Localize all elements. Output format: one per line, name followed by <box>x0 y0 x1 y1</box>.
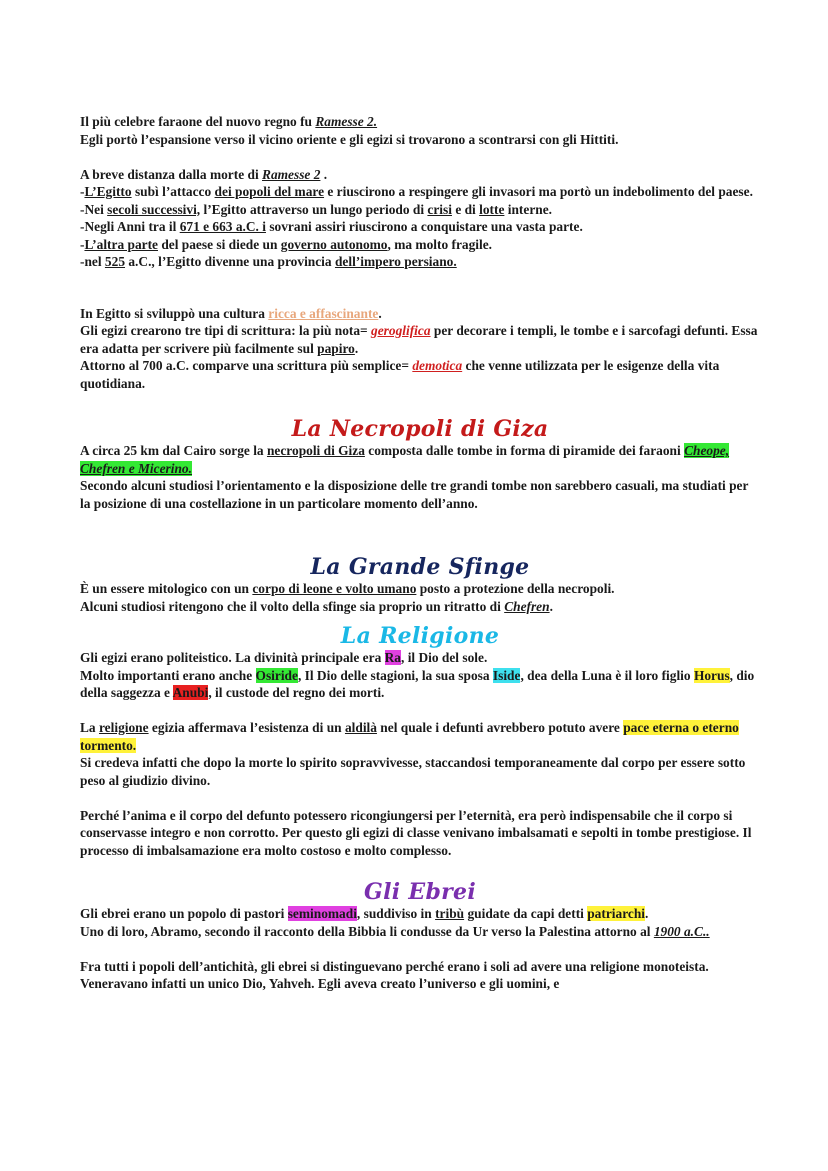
text: , ma molto fragile. <box>387 236 493 252</box>
text: , dio della saggezza e <box>80 667 755 700</box>
text: Secondo alcuni studiosi l’orientamento e la disposizione delle tre grandi tombe non sarebbero casuali, ma studiati per la posizione di una costellazione in un particolare momento dell’anno. <box>80 478 749 511</box>
underlined-term: dei popoli del mare <box>214 184 325 199</box>
text: , il custode del regno dei morti. <box>208 685 385 700</box>
text: , Il Dio delle stagioni, la sua sposa <box>297 667 493 683</box>
text: Molto importanti erano anche <box>80 667 256 683</box>
sfinge-heading: La Grande Sfinge <box>310 554 530 580</box>
iside-highlight: Iside <box>492 667 521 683</box>
text: Gli egizi crearono tre tipi di scrittura: la più nota= <box>80 323 372 338</box>
text: egizia affermava l’esistenza di un <box>148 720 345 735</box>
ebrei-paragraph-1 <box>80 905 760 940</box>
religione-paragraph-2 <box>80 719 760 789</box>
underlined-term: papiro <box>317 340 355 356</box>
ramesse-name: Ramesse 2 <box>262 166 321 182</box>
culture-paragraph <box>80 305 760 393</box>
text: - <box>80 184 85 199</box>
text: . <box>549 598 553 614</box>
text: sovrani assiri riuscirono a conquistare una vasta parte. <box>265 219 583 234</box>
text: per decorare i templi, le tombe e i sarcofagi defunti. Essa era adatta per scrivere più facilmente sul <box>80 323 758 356</box>
underlined-term: tribù <box>435 906 465 921</box>
text: posto a protezione della necropoli. <box>416 581 615 596</box>
text: nel quale i defunti avrebbero potuto avere <box>376 720 624 735</box>
text: e di <box>451 201 480 217</box>
pace-highlight: pace eterna o eterno tormento. <box>80 720 739 753</box>
ramesse-name: Ramesse 2. <box>315 114 378 129</box>
underlined-term: lotte <box>479 201 505 217</box>
text: Perché l’anima e il corpo del defunto potessero ricongiungersi per l’eternità, era però indispensabile che il corpo si conservasse integro e non corrotto. Per questo gli egizi di classe venivano imbalsamati e sepolti in tombe prestigiose. Il processo di imbalsamazione era molto costoso e molto complesso. <box>80 807 752 858</box>
text: . <box>378 305 382 321</box>
ebrei-heading: Gli Ebrei <box>364 879 476 905</box>
ebrei-paragraph-2 <box>80 958 760 993</box>
underlined-term: L’altra parte <box>84 236 158 252</box>
underlined-term: L’Egitto <box>84 184 132 199</box>
text: , suddiviso in <box>356 906 436 921</box>
text: subì l’attacco <box>131 184 215 199</box>
geroglifica-term: geroglifica <box>371 323 431 338</box>
underlined-term: governo autonomo <box>280 236 388 252</box>
religione-heading: La Religione <box>340 623 500 649</box>
underlined-term: dell’impero persiano. <box>334 254 457 269</box>
religione-paragraph-3 <box>80 807 760 860</box>
underlined-term: crisi <box>427 201 452 217</box>
underlined-term: 525 <box>104 254 126 269</box>
text: l’Egitto attraverso un lungo periodo di <box>200 201 428 217</box>
text: a.C., l’Egitto divenne una provincia <box>125 254 335 269</box>
text: Egli portò l’espansione verso il vicino oriente e gli egizi si trovarono a scontrarsi con gli Hittiti. <box>80 131 619 147</box>
text: In Egitto si sviluppò una cultura <box>80 305 269 321</box>
text: È un essere mitologico con un <box>80 581 253 596</box>
religione-paragraph-1 <box>80 649 760 702</box>
underlined-term: aldilà <box>344 720 377 735</box>
anubi-highlight: Anubi <box>172 685 209 700</box>
underlined-term: necropoli di Giza <box>266 443 365 458</box>
horus-highlight: Horus <box>693 667 730 683</box>
text: . <box>320 166 328 182</box>
osiride-highlight: Osiride <box>255 667 298 683</box>
giza-paragraph <box>80 442 760 512</box>
text: La <box>80 720 99 735</box>
chefren-name: Chefren <box>504 598 550 614</box>
text: Uno di loro, Abramo, secondo il racconto della Bibbia li condusse da Ur verso la Palestina attorno al <box>80 923 654 939</box>
text: . <box>645 906 649 921</box>
text: . <box>354 340 359 356</box>
highlighted-term: ricca e affascinante <box>268 305 379 321</box>
underlined-term: secoli successivi, <box>107 201 201 217</box>
patriarchi-highlight: patriarchi <box>587 906 646 921</box>
text: Si credeva infatti che dopo la morte lo spirito sopravvivesse, staccandosi temporaneamente dal corpo per essere sotto peso al giudizio divino. <box>80 755 746 788</box>
giza-heading: La Necropoli di Giza <box>291 416 549 442</box>
text: guidate da capi detti <box>464 906 588 921</box>
text: Il più celebre faraone del nuovo regno fu <box>80 114 316 129</box>
demotica-term: demotica <box>412 358 463 373</box>
ramesse-paragraph <box>80 113 760 148</box>
text: , dea della Luna è il loro figlio <box>520 667 694 683</box>
ra-highlight: Ra <box>384 650 401 665</box>
text: Fra tutti i popoli dell’antichità, gli ebrei si distinguevano perché erano i soli ad avere una religione monoteista. Veneravano infatti un unico Dio, Yahveh. Egli aveva creato l’universo e gli uomini, e <box>80 958 709 991</box>
text: Gli ebrei erano un popolo di pastori <box>80 906 288 921</box>
text: Gli egizi erano politeistico. La divinità principale era <box>80 650 385 665</box>
text: Alcuni studiosi ritengono che il volto della sfinge sia proprio un ritratto di <box>80 598 505 614</box>
text: , il Dio del sole. <box>401 650 488 665</box>
text: -nel <box>80 254 105 269</box>
underlined-term: religione <box>98 720 149 735</box>
text: A breve distanza dalla morte di <box>80 166 263 182</box>
sfinge-paragraph <box>80 580 760 615</box>
underlined-term: 671 e 663 a.C. i <box>179 219 266 234</box>
text: A circa 25 km dal Cairo sorge la <box>80 443 267 458</box>
underlined-term: corpo di leone e volto umano <box>252 581 417 596</box>
decline-paragraph <box>80 166 760 271</box>
text: -Nei <box>80 201 108 217</box>
date-term: 1900 a.C.. <box>653 923 710 939</box>
seminomadi-highlight: seminomadi <box>287 906 357 921</box>
pharaohs-highlight: Cheope, Chefren e Micerino. <box>80 443 730 476</box>
text: - <box>80 236 85 252</box>
text: -Negli Anni tra il <box>80 219 180 234</box>
document-page <box>80 113 760 993</box>
text: composta dalle tombe in forma di piramide dei faraoni <box>364 443 685 458</box>
text: e riuscirono a respingere gli invasori ma portò un indebolimento del paese. <box>324 184 753 199</box>
text: che venne utilizzata per le esigenze della vita quotidiana. <box>80 358 720 391</box>
text: Attorno al 700 a.C. comparve una scrittura più semplice= <box>80 358 413 373</box>
text: interne. <box>504 201 553 217</box>
text: del paese si diede un <box>157 236 281 252</box>
